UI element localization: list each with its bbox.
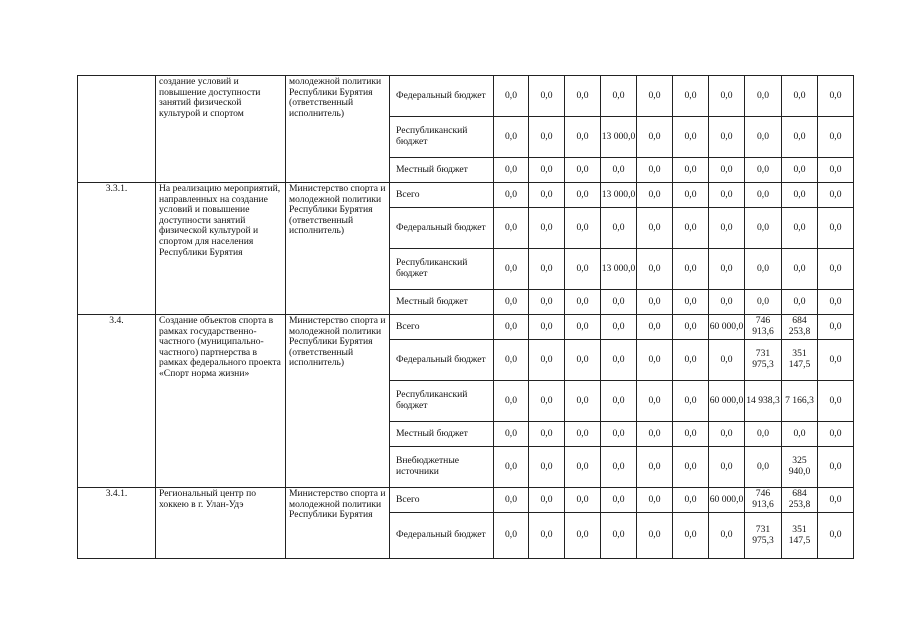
funding-source: Всего — [390, 315, 494, 340]
budget-value: 13 000,0 — [601, 183, 637, 208]
executor: Министерство спорта и молодежной политики Республики Бурятия (ответственный исполнитель) — [286, 315, 390, 488]
budget-value: 0,0 — [529, 513, 565, 559]
budget-value: 0,0 — [782, 117, 818, 158]
activity-name: создание условий и повышение доступности занятий физической культурой и спортом — [156, 76, 286, 183]
budget-value: 0,0 — [601, 208, 637, 249]
budget-value: 0,0 — [709, 447, 745, 488]
budget-value: 0,0 — [637, 208, 673, 249]
budget-value: 0,0 — [673, 422, 709, 447]
budget-value: 0,0 — [673, 208, 709, 249]
budget-value: 0,0 — [494, 76, 529, 117]
budget-value: 0,0 — [818, 340, 854, 381]
budget-value: 0,0 — [529, 315, 565, 340]
budget-value: 0,0 — [782, 290, 818, 315]
budget-value: 351 147,5 — [782, 513, 818, 559]
budget-value: 0,0 — [782, 183, 818, 208]
budget-value: 0,0 — [494, 315, 529, 340]
executor: Министерство спорта и молодежной политики Республики Бурятия (ответственный исполнитель) — [286, 183, 390, 315]
budget-value: 0,0 — [637, 340, 673, 381]
budget-value: 0,0 — [494, 422, 529, 447]
executor: молодежной политики Республики Бурятия (ответственный исполнитель) — [286, 76, 390, 183]
budget-value: 0,0 — [637, 381, 673, 422]
budget-value: 0,0 — [601, 315, 637, 340]
budget-table-body — [78, 76, 854, 559]
budget-value: 0,0 — [565, 381, 601, 422]
budget-value: 0,0 — [673, 340, 709, 381]
budget-value: 0,0 — [782, 76, 818, 117]
budget-value: 0,0 — [565, 183, 601, 208]
budget-value: 14 938,3 — [745, 381, 782, 422]
budget-value: 0,0 — [818, 158, 854, 183]
budget-value: 0,0 — [709, 158, 745, 183]
budget-value: 0,0 — [601, 513, 637, 559]
budget-value: 0,0 — [637, 290, 673, 315]
budget-value: 0,0 — [673, 76, 709, 117]
activity-name: Региональный центр по хоккею в г. Улан-Удэ — [156, 488, 286, 559]
budget-value: 0,0 — [782, 249, 818, 290]
table-row — [78, 76, 854, 117]
budget-value: 0,0 — [494, 340, 529, 381]
budget-value: 0,0 — [745, 117, 782, 158]
budget-value: 0,0 — [601, 158, 637, 183]
budget-value: 0,0 — [565, 447, 601, 488]
budget-value: 0,0 — [709, 76, 745, 117]
budget-value: 0,0 — [529, 422, 565, 447]
budget-value: 0,0 — [709, 340, 745, 381]
budget-value: 0,0 — [818, 488, 854, 513]
budget-value: 0,0 — [745, 447, 782, 488]
table-row — [78, 488, 854, 513]
budget-value: 0,0 — [529, 249, 565, 290]
budget-value: 0,0 — [601, 447, 637, 488]
budget-value: 0,0 — [637, 447, 673, 488]
budget-value: 0,0 — [565, 117, 601, 158]
budget-value: 0,0 — [565, 513, 601, 559]
funding-source: Республиканский бюджет — [390, 381, 494, 422]
budget-value: 0,0 — [565, 340, 601, 381]
budget-value: 0,0 — [494, 488, 529, 513]
budget-value: 0,0 — [745, 422, 782, 447]
budget-value: 0,0 — [637, 249, 673, 290]
budget-value: 0,0 — [529, 290, 565, 315]
budget-value: 0,0 — [601, 488, 637, 513]
row-number: 3.4.1. — [78, 488, 156, 559]
budget-value: 0,0 — [709, 422, 745, 447]
budget-value: 13 000,0 — [601, 249, 637, 290]
budget-value: 0,0 — [818, 447, 854, 488]
budget-value: 0,0 — [709, 183, 745, 208]
budget-value: 0,0 — [637, 488, 673, 513]
budget-value: 0,0 — [601, 381, 637, 422]
budget-value: 0,0 — [637, 422, 673, 447]
budget-value: 0,0 — [565, 208, 601, 249]
budget-value: 0,0 — [709, 513, 745, 559]
budget-value: 0,0 — [494, 447, 529, 488]
budget-value: 0,0 — [637, 183, 673, 208]
budget-value: 0,0 — [673, 117, 709, 158]
budget-value: 0,0 — [709, 290, 745, 315]
budget-value: 0,0 — [565, 158, 601, 183]
budget-value: 0,0 — [673, 158, 709, 183]
budget-value: 0,0 — [818, 76, 854, 117]
budget-value: 0,0 — [745, 76, 782, 117]
budget-value: 0,0 — [565, 315, 601, 340]
budget-value: 0,0 — [529, 488, 565, 513]
funding-source: Республиканский бюджет — [390, 117, 494, 158]
budget-value: 0,0 — [745, 208, 782, 249]
budget-value: 0,0 — [745, 158, 782, 183]
budget-value: 0,0 — [637, 158, 673, 183]
budget-value: 0,0 — [709, 249, 745, 290]
budget-value: 0,0 — [782, 422, 818, 447]
row-number: 3.3.1. — [78, 183, 156, 315]
budget-value: 746 913,6 — [745, 488, 782, 513]
funding-source: Федеральный бюджет — [390, 340, 494, 381]
budget-value: 0,0 — [745, 290, 782, 315]
budget-value: 731 975,3 — [745, 513, 782, 559]
row-number: 3.4. — [78, 315, 156, 488]
budget-value: 0,0 — [529, 381, 565, 422]
funding-source: Федеральный бюджет — [390, 208, 494, 249]
budget-value: 0,0 — [494, 158, 529, 183]
budget-value: 0,0 — [494, 183, 529, 208]
budget-value: 0,0 — [673, 513, 709, 559]
budget-value: 325 940,0 — [782, 447, 818, 488]
budget-value: 0,0 — [601, 422, 637, 447]
budget-value: 684 253,8 — [782, 488, 818, 513]
budget-value: 0,0 — [745, 249, 782, 290]
budget-value: 0,0 — [494, 381, 529, 422]
budget-value: 0,0 — [529, 208, 565, 249]
executor: Министерство спорта и молодежной политики Республики Бурятия — [286, 488, 390, 559]
budget-value: 0,0 — [529, 76, 565, 117]
funding-source: Федеральный бюджет — [390, 513, 494, 559]
budget-value: 0,0 — [601, 340, 637, 381]
budget-value: 60 000,0 — [709, 381, 745, 422]
budget-value: 0,0 — [565, 290, 601, 315]
budget-value: 0,0 — [818, 381, 854, 422]
budget-value: 0,0 — [782, 208, 818, 249]
table-row — [78, 183, 854, 208]
budget-value: 0,0 — [637, 76, 673, 117]
funding-source: Местный бюджет — [390, 422, 494, 447]
budget-value: 0,0 — [494, 290, 529, 315]
budget-value: 0,0 — [745, 183, 782, 208]
budget-value: 0,0 — [818, 513, 854, 559]
funding-source: Всего — [390, 183, 494, 208]
budget-value: 0,0 — [782, 158, 818, 183]
budget-value: 60 000,0 — [709, 488, 745, 513]
budget-value: 0,0 — [601, 290, 637, 315]
budget-value: 0,0 — [565, 249, 601, 290]
funding-source: Местный бюджет — [390, 158, 494, 183]
budget-value: 0,0 — [494, 513, 529, 559]
funding-source: Внебюджетные источники — [390, 447, 494, 488]
activity-name: Создание объектов спорта в рамках государственно-частного (муниципально-частного) партнерства в рамках федерального проекта «Спорт норма жизни» — [156, 315, 286, 488]
budget-value: 0,0 — [673, 183, 709, 208]
budget-value: 0,0 — [818, 249, 854, 290]
budget-value: 0,0 — [637, 315, 673, 340]
budget-value: 0,0 — [673, 381, 709, 422]
budget-value: 0,0 — [818, 183, 854, 208]
table-row — [78, 315, 854, 340]
budget-value: 0,0 — [601, 76, 637, 117]
funding-source: Всего — [390, 488, 494, 513]
budget-value: 0,0 — [818, 117, 854, 158]
budget-value: 13 000,0 — [601, 117, 637, 158]
budget-value: 7 166,3 — [782, 381, 818, 422]
budget-value: 0,0 — [529, 117, 565, 158]
budget-value: 0,0 — [529, 447, 565, 488]
budget-value: 0,0 — [529, 340, 565, 381]
budget-value: 0,0 — [673, 290, 709, 315]
budget-value: 0,0 — [709, 208, 745, 249]
funding-source: Республиканский бюджет — [390, 249, 494, 290]
budget-value: 60 000,0 — [709, 315, 745, 340]
budget-value: 0,0 — [818, 422, 854, 447]
budget-value: 0,0 — [673, 315, 709, 340]
row-number — [78, 76, 156, 183]
budget-value: 0,0 — [818, 315, 854, 340]
budget-value: 0,0 — [494, 117, 529, 158]
budget-value: 0,0 — [673, 447, 709, 488]
budget-value: 0,0 — [818, 208, 854, 249]
budget-value: 0,0 — [637, 513, 673, 559]
budget-value: 746 913,6 — [745, 315, 782, 340]
budget-value: 0,0 — [709, 117, 745, 158]
budget-value: 0,0 — [494, 249, 529, 290]
budget-value: 0,0 — [673, 249, 709, 290]
budget-value: 731 975,3 — [745, 340, 782, 381]
budget-value: 0,0 — [529, 158, 565, 183]
budget-table — [77, 75, 854, 559]
budget-value: 0,0 — [565, 422, 601, 447]
budget-value: 0,0 — [565, 488, 601, 513]
funding-source: Местный бюджет — [390, 290, 494, 315]
activity-name: На реализацию мероприятий, направленных на создание условий и повышение доступности занятий физической культурой и спортом для населения Республики Бурятия — [156, 183, 286, 315]
budget-value: 0,0 — [673, 488, 709, 513]
budget-value: 0,0 — [818, 290, 854, 315]
budget-value: 0,0 — [565, 76, 601, 117]
budget-value: 684 253,8 — [782, 315, 818, 340]
budget-value: 351 147,5 — [782, 340, 818, 381]
funding-source: Федеральный бюджет — [390, 76, 494, 117]
budget-value: 0,0 — [494, 208, 529, 249]
budget-value: 0,0 — [529, 183, 565, 208]
budget-value: 0,0 — [637, 117, 673, 158]
